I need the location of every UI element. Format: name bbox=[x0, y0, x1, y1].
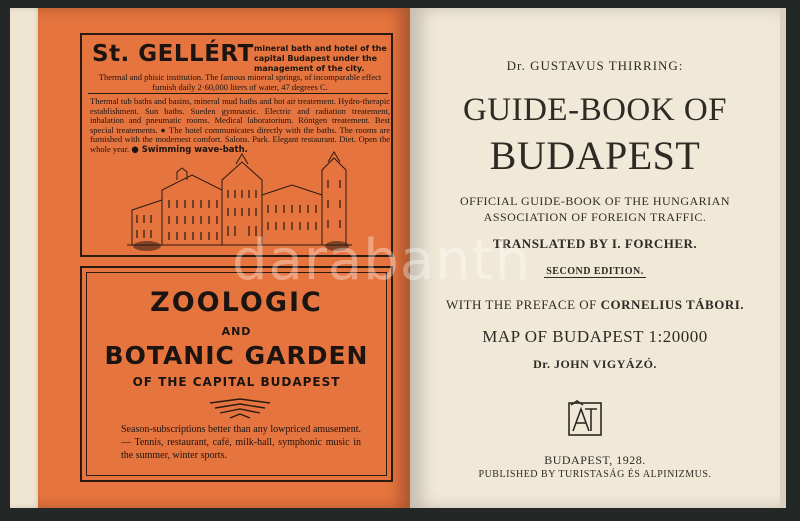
author: Dr. GUSTAVUS THIRRING: bbox=[506, 58, 684, 73]
zoo-title: ZOOLOGIC bbox=[150, 287, 323, 318]
preface-name: CORNELIUS TÁBORI. bbox=[600, 297, 745, 312]
gellert-swim: ● Swimming wave-bath. bbox=[131, 144, 248, 155]
gellert-subtitle: mineral bath and hotel of the capital Budapest under the management of the city. bbox=[254, 44, 387, 73]
gellert-advertisement bbox=[80, 33, 393, 257]
ornament-icon bbox=[205, 397, 275, 419]
watermark: darabanth bbox=[232, 228, 532, 293]
book-title-line1: GUIDE-BOOK OF bbox=[462, 92, 728, 128]
gellert-intro: Thermal and phisic institution. The famous mineral springs, of incomparable effect furnish daily 2·60,000 liters of water, 47 degrees C. bbox=[98, 72, 382, 92]
publisher-logo-icon bbox=[567, 399, 603, 437]
map-author: Dr. JOHN VIGYÁZÓ. bbox=[533, 357, 657, 371]
preface bbox=[410, 297, 780, 313]
zoo-inner-border bbox=[86, 272, 387, 476]
official-statement bbox=[410, 193, 780, 225]
book-title-line2: BUDAPEST bbox=[489, 133, 701, 178]
page-edge bbox=[780, 8, 786, 508]
place-year: BUDAPEST, 1928. bbox=[544, 453, 646, 467]
translator: TRANSLATED BY I. FORCHER. bbox=[492, 236, 698, 251]
zoo-advertisement bbox=[80, 266, 393, 482]
zoo-body: Season-subscriptions better than any lowpriced amusement. — Tennis, restaurant, café, milk-hall, symphonic music in the summer, winter sports. bbox=[121, 424, 361, 461]
official-line2: ASSOCIATION OF FOREIGN TRAFFIC. bbox=[483, 210, 707, 224]
official-line1: OFFICIAL GUIDE-BOOK OF THE HUNGARIAN bbox=[460, 194, 730, 208]
gellert-body-text: Thermal tub baths and basins, mineral mud baths and hot air treatement. Hydro-therapic establishment. Sun baths. Sueden gymnastic. Electric and radiation treatement, inhalation and pneumatic rooms. Medical laboratorium. Röntgen treatement. Best special treatements. ● The hotel communicates directly with the baths. The rooms are furnished with the modernest comfort. Salons. Park. Elegant restaurant. Diet. Open the whole year. bbox=[90, 96, 390, 154]
gellert-title: St. GELLÉRT bbox=[92, 41, 254, 67]
map-scale: MAP OF BUDAPEST 1:20000 bbox=[482, 327, 708, 346]
publisher: PUBLISHED BY TURISTASÁG ÉS ALPINIZMUS. bbox=[478, 469, 712, 480]
preface-prefix: WITH THE PREFACE OF bbox=[445, 297, 601, 312]
gellert-body bbox=[90, 97, 390, 156]
botanic-garden-title: BOTANIC GARDEN bbox=[104, 341, 369, 370]
zoo-and: AND bbox=[221, 325, 252, 338]
zoo-subtitle: OF THE CAPITAL BUDAPEST bbox=[132, 375, 341, 389]
divider bbox=[88, 93, 388, 94]
edition-label: SECOND EDITION. bbox=[546, 266, 644, 277]
